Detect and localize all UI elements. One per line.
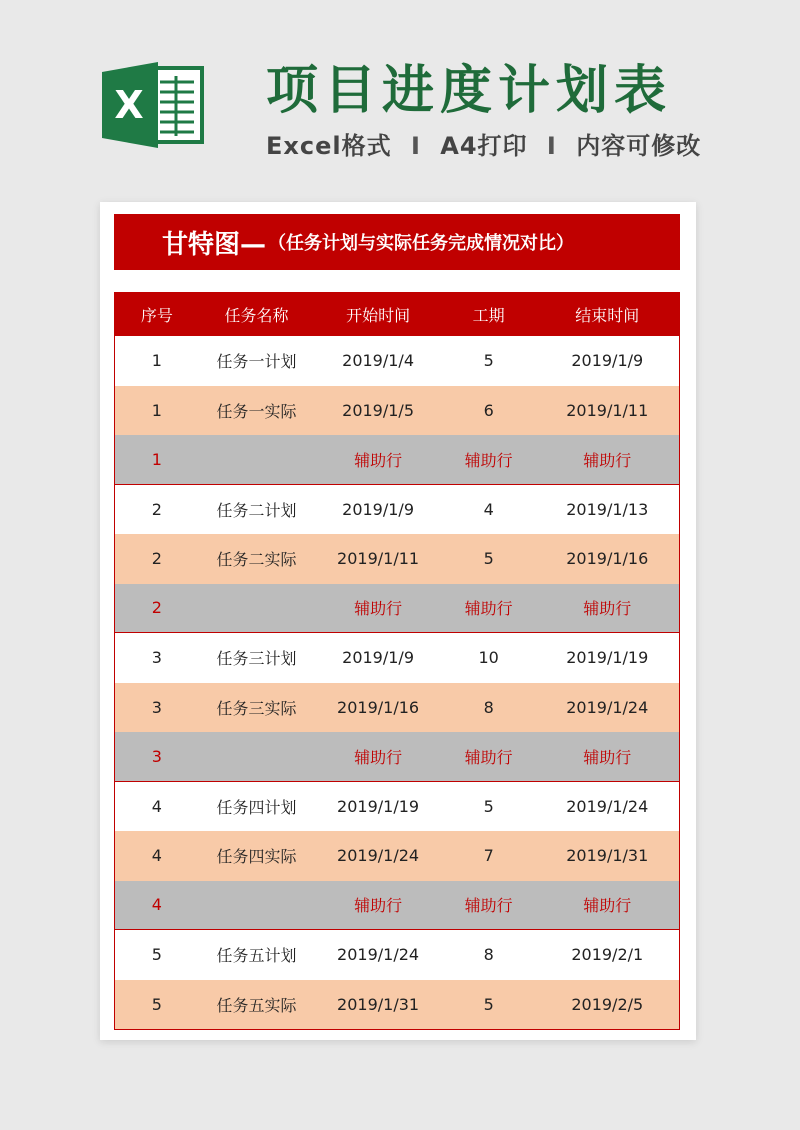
page-header (0, 0, 800, 200)
cell-duration: 辅助行 (464, 450, 513, 470)
cell-start: 辅助行 (354, 450, 403, 470)
subtitle-editable: 内容可修改 (576, 132, 702, 160)
cell-end: 辅助行 (583, 450, 632, 470)
cell-start: 2019/1/24 (337, 945, 420, 965)
cell-end: 2019/1/16 (566, 549, 649, 569)
cell-end: 辅助行 (583, 599, 632, 619)
cell-index: 2 (151, 499, 162, 519)
cell-duration: 10 (478, 648, 499, 668)
cell-end: 2019/2/5 (571, 994, 644, 1014)
page-subtitle (266, 126, 701, 161)
cell-index: 3 (151, 746, 162, 766)
cell-end: 2019/1/31 (566, 846, 649, 866)
cell-index: 1 (151, 400, 162, 420)
cell-end: 2019/1/24 (566, 796, 649, 816)
table-body (115, 336, 679, 1029)
cell-task-name: 任务三实际 (216, 698, 297, 718)
table-row (115, 336, 679, 386)
logo-letter: X (114, 83, 144, 127)
cell-duration: 8 (483, 945, 494, 965)
cell-index: 2 (151, 549, 162, 569)
cell-end: 辅助行 (583, 747, 632, 767)
cell-index: 1 (151, 351, 162, 371)
cell-end: 2019/1/13 (566, 499, 649, 519)
sheet-title-bar (114, 214, 680, 270)
cell-duration: 辅助行 (464, 747, 513, 767)
table-row (115, 782, 679, 832)
sheet-title-main: 甘特图— (162, 229, 267, 260)
table-row (115, 534, 679, 584)
cell-end: 2019/1/11 (566, 400, 649, 420)
excel-logo-icon (102, 62, 206, 148)
cell-start: 2019/1/24 (337, 846, 420, 866)
cell-index: 2 (151, 598, 162, 618)
table-row (115, 732, 679, 782)
table-row (115, 881, 679, 931)
cell-index: 5 (151, 945, 162, 965)
table-row (115, 980, 679, 1030)
subtitle-separator: I (546, 132, 557, 160)
cell-index: 4 (151, 796, 162, 816)
cell-index: 3 (151, 648, 162, 668)
column-header-start: 开始时间 (346, 306, 411, 325)
page-title: 项目进度计划表 (266, 61, 673, 121)
table-row (115, 485, 679, 535)
subtitle-separator: I (410, 132, 421, 160)
cell-index: 4 (151, 895, 162, 915)
sheet-paper (100, 202, 696, 1040)
cell-task-name: 任务五实际 (216, 995, 297, 1015)
cell-duration: 5 (483, 994, 494, 1014)
cell-task-name: 任务二计划 (216, 500, 297, 520)
cell-task-name: 任务一实际 (216, 401, 297, 421)
cell-duration: 5 (483, 351, 494, 371)
cell-task-name: 任务四计划 (216, 797, 297, 817)
table-row (115, 930, 679, 980)
cell-start: 2019/1/19 (337, 796, 420, 816)
cell-end: 2019/1/19 (566, 648, 649, 668)
cell-task-name: 任务二实际 (216, 550, 297, 570)
sheet-title-sub: （任务计划与实际任务完成情况对比） (268, 233, 575, 254)
cell-start: 辅助行 (354, 599, 403, 619)
cell-duration: 5 (483, 549, 494, 569)
column-header-index: 序号 (140, 306, 173, 325)
cell-duration: 7 (483, 846, 494, 866)
cell-duration: 辅助行 (464, 896, 513, 916)
column-header-task: 任务名称 (224, 306, 289, 325)
cell-index: 5 (151, 994, 162, 1014)
column-header-duration: 工期 (472, 306, 505, 325)
cell-duration: 6 (483, 400, 494, 420)
cell-start: 辅助行 (354, 747, 403, 767)
cell-start: 2019/1/31 (337, 994, 420, 1014)
cell-duration: 辅助行 (464, 599, 513, 619)
cell-start: 2019/1/5 (342, 400, 414, 420)
cell-index: 3 (151, 697, 162, 717)
table-row (115, 633, 679, 683)
table-row (115, 683, 679, 733)
table-row (115, 435, 679, 485)
table-row (115, 831, 679, 881)
cell-duration: 8 (483, 697, 494, 717)
cell-index: 4 (151, 846, 162, 866)
cell-task-name: 任务一计划 (216, 352, 297, 372)
cell-index: 1 (151, 449, 162, 469)
cell-task-name: 任务三计划 (216, 649, 297, 669)
cell-end: 2019/1/9 (571, 351, 644, 371)
table-header-row (115, 293, 679, 336)
cell-end: 2019/2/1 (571, 945, 644, 965)
cell-start: 2019/1/9 (342, 499, 414, 519)
cell-end: 2019/1/24 (566, 697, 649, 717)
table-row (115, 386, 679, 436)
subtitle-print: A4打印 (440, 132, 528, 160)
cell-start: 2019/1/4 (342, 351, 414, 371)
cell-task-name: 任务五计划 (216, 946, 297, 966)
cell-start: 2019/1/16 (337, 697, 420, 717)
table-row (115, 584, 679, 634)
cell-task-name: 任务四实际 (216, 847, 297, 867)
column-header-end: 结束时间 (575, 306, 640, 325)
cell-start: 辅助行 (354, 896, 403, 916)
cell-start: 2019/1/11 (337, 549, 420, 569)
cell-duration: 5 (483, 796, 494, 816)
cell-start: 2019/1/9 (342, 648, 414, 668)
cell-duration: 4 (483, 499, 494, 519)
gantt-table (114, 292, 680, 1030)
cell-end: 辅助行 (583, 896, 632, 916)
subtitle-format: Excel格式 (266, 132, 392, 160)
